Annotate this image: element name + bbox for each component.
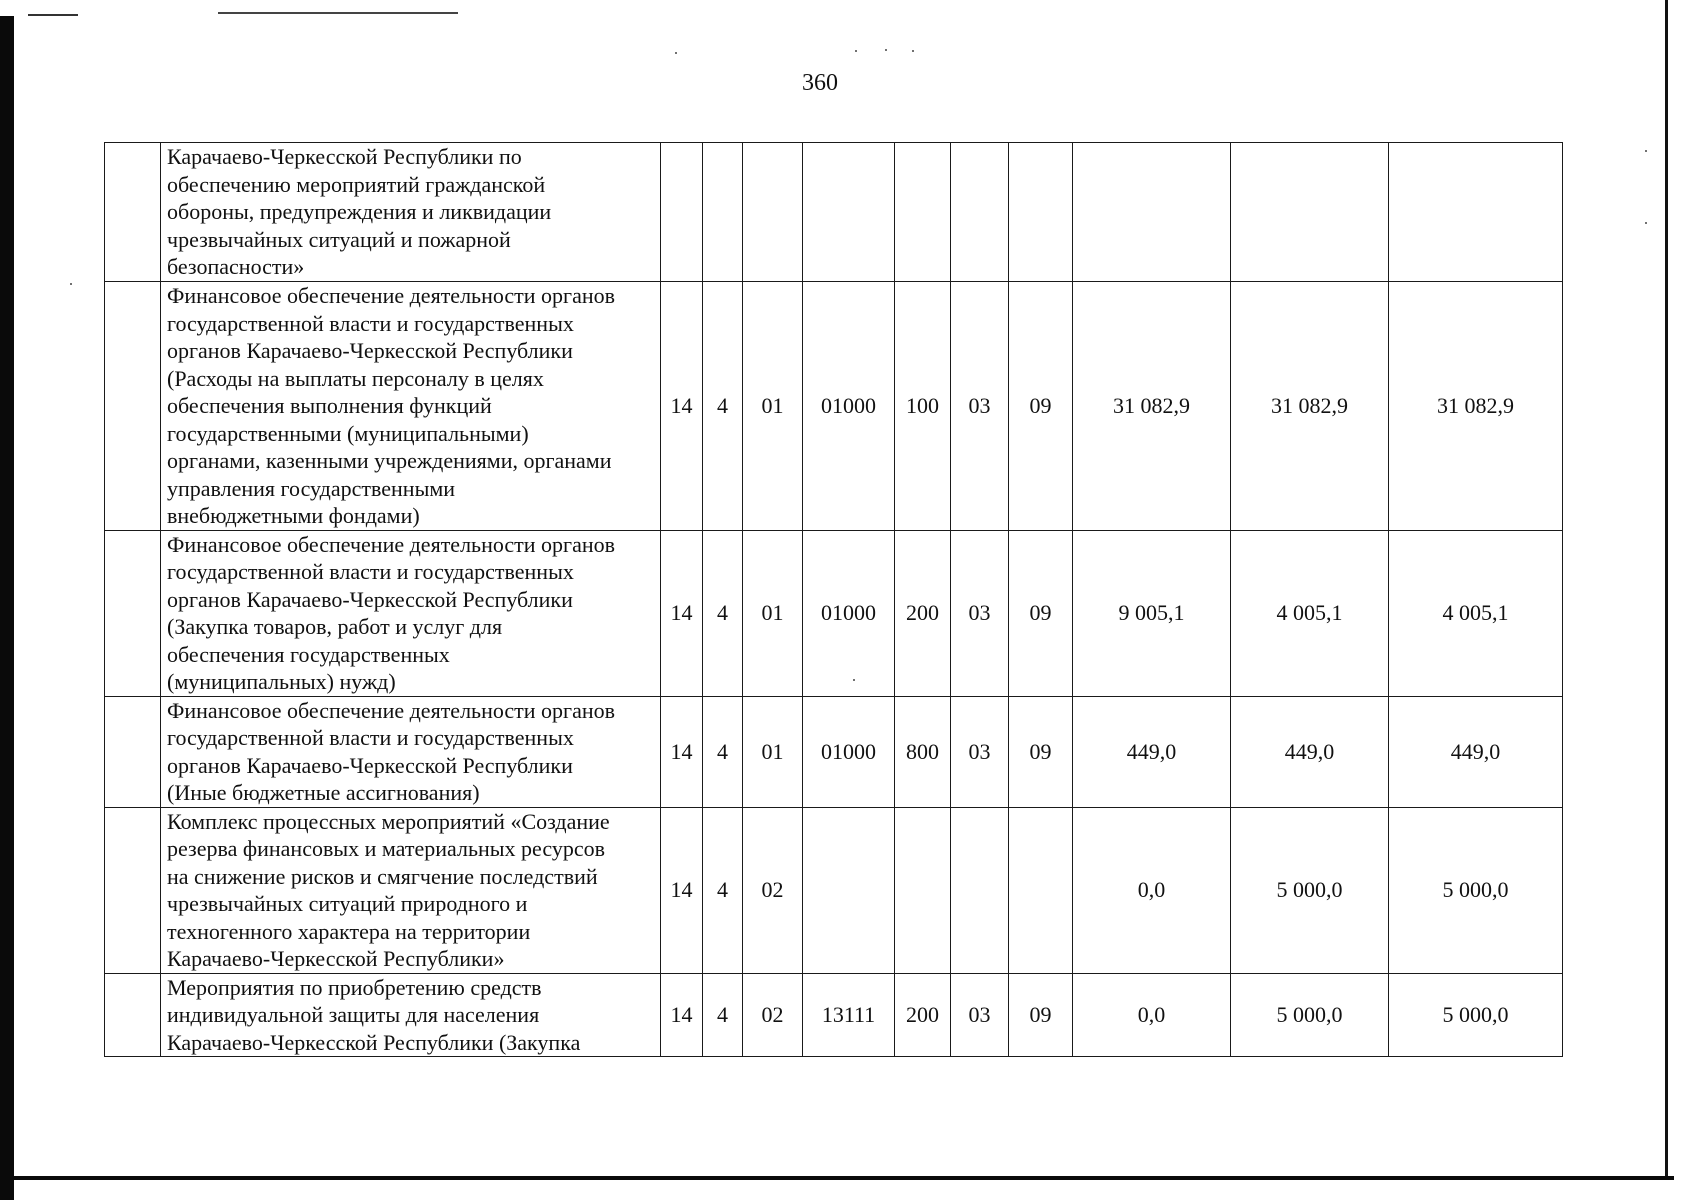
- cell-c5: 200: [895, 973, 951, 1057]
- cell-c7: [1009, 807, 1073, 973]
- cell-c5: [895, 143, 951, 282]
- item-name-line: обеспечения выполнения функций: [167, 393, 492, 418]
- scan-speck: [912, 50, 914, 52]
- item-name-line: органов Карачаево-Черкесской Республики: [167, 586, 573, 612]
- cell-c3: 02: [743, 973, 803, 1057]
- cell-c2: 4: [703, 807, 743, 973]
- cell-v3: 5 000,0: [1389, 807, 1563, 973]
- item-name-line: Карачаево-Черкесской Республики»: [167, 946, 505, 971]
- table-row: [105, 807, 1563, 973]
- cell-c2: 4: [703, 973, 743, 1057]
- item-name-line: индивидуальной защиты для населения: [167, 1002, 540, 1027]
- cell-c3: 01: [743, 282, 803, 531]
- cell-v1: 31 082,9: [1073, 282, 1231, 531]
- scan-speck: [885, 49, 887, 51]
- cell-c1: 14: [661, 696, 703, 807]
- item-name-line: чрезвычайных ситуаций и пожарной: [167, 226, 511, 252]
- cell-c7: 09: [1009, 530, 1073, 696]
- cell-c5: 200: [895, 530, 951, 696]
- row-number-cell: [105, 530, 161, 696]
- cell-c7: 09: [1009, 696, 1073, 807]
- cell-c6: [951, 807, 1009, 973]
- cell-c5: 100: [895, 282, 951, 531]
- item-name-cell: [161, 282, 661, 531]
- item-name-line: (муниципальных) нужд): [167, 669, 396, 694]
- item-name-line: техногенного характера на территории: [167, 918, 531, 944]
- row-number-cell: [105, 696, 161, 807]
- cell-c3: 02: [743, 807, 803, 973]
- item-name-line: Финансовое обеспечение деятельности органов: [167, 531, 616, 557]
- table-row: [105, 143, 1563, 282]
- cell-c1: 14: [661, 973, 703, 1057]
- scan-artifact-line: [218, 12, 458, 14]
- scan-speck: [1645, 222, 1647, 224]
- cell-c6: 03: [951, 973, 1009, 1057]
- item-name-line: государственной власти и государственных: [167, 725, 574, 750]
- item-name-line: (Иные бюджетные ассигнования): [167, 780, 480, 805]
- cell-c5: [895, 807, 951, 973]
- cell-c2: [703, 143, 743, 282]
- cell-c2: 4: [703, 282, 743, 531]
- table-row: [105, 530, 1563, 696]
- table-row: [105, 282, 1563, 531]
- cell-c2: 4: [703, 696, 743, 807]
- scan-speck: [70, 283, 72, 285]
- cell-v3: 449,0: [1389, 696, 1563, 807]
- cell-c5: 800: [895, 696, 951, 807]
- scan-speck: [1645, 150, 1647, 152]
- scan-speck: [855, 50, 857, 52]
- cell-c4: [803, 143, 895, 282]
- cell-c6: [951, 143, 1009, 282]
- scan-edge-right: [1665, 0, 1668, 1180]
- item-name-line: Карачаево-Черкесской Республики по: [167, 144, 522, 169]
- cell-v3: 5 000,0: [1389, 973, 1563, 1057]
- item-name-line: государственной власти и государственных: [167, 559, 574, 584]
- item-name-line: органов Карачаево-Черкесской Республики: [167, 752, 573, 778]
- item-name-line: обеспечению мероприятий гражданской: [167, 171, 546, 197]
- item-name-line: Финансовое обеспечение деятельности органов: [167, 697, 616, 723]
- cell-c4: 01000: [803, 530, 895, 696]
- cell-v3: 31 082,9: [1389, 282, 1563, 531]
- cell-v2: 31 082,9: [1231, 282, 1389, 531]
- item-name-line: Финансовое обеспечение деятельности органов: [167, 283, 616, 308]
- item-name-line: внебюджетными фондами): [167, 503, 420, 528]
- item-name-line: обеспечения государственных: [167, 641, 450, 667]
- cell-c3: 01: [743, 530, 803, 696]
- cell-c3: 01: [743, 696, 803, 807]
- cell-c4: 01000: [803, 282, 895, 531]
- cell-c6: 03: [951, 530, 1009, 696]
- item-name-line: (Закупка товаров, работ и услуг для: [167, 614, 503, 639]
- item-name-line: государственными (муниципальными): [167, 420, 529, 446]
- row-number-cell: [105, 807, 161, 973]
- item-name-line: чрезвычайных ситуаций природного и: [167, 891, 528, 916]
- cell-c1: [661, 143, 703, 282]
- cell-c7: [1009, 143, 1073, 282]
- cell-c7: 09: [1009, 282, 1073, 531]
- item-name-line: обороны, предупреждения и ликвидации: [167, 199, 552, 224]
- scan-speck: [675, 52, 677, 54]
- item-name-line: безопасности»: [167, 254, 305, 279]
- page-number: 360: [802, 70, 838, 96]
- item-name-line: органов Карачаево-Черкесской Республики: [167, 338, 573, 363]
- item-name-cell: [161, 530, 661, 696]
- row-number-cell: [105, 282, 161, 531]
- cell-c4: 01000: [803, 696, 895, 807]
- item-name-line: органами, казенными учреждениями, органами: [167, 448, 612, 473]
- item-name-cell: [161, 807, 661, 973]
- item-name-line: государственной власти и государственных: [167, 310, 574, 336]
- cell-v1: 0,0: [1073, 807, 1231, 973]
- cell-c3: [743, 143, 803, 282]
- cell-v1: [1073, 143, 1231, 282]
- item-name-line: Комплекс процессных мероприятий «Создание: [167, 808, 610, 834]
- cell-v2: 4 005,1: [1231, 530, 1389, 696]
- row-number-cell: [105, 973, 161, 1057]
- item-name-line: управления государственными: [167, 475, 456, 501]
- cell-c4: [803, 807, 895, 973]
- cell-c2: 4: [703, 530, 743, 696]
- item-name-line: на снижение рисков и смягчение последствий: [167, 863, 598, 889]
- cell-c1: 14: [661, 807, 703, 973]
- cell-v2: 449,0: [1231, 696, 1389, 807]
- cell-v1: 449,0: [1073, 696, 1231, 807]
- cell-v3: [1389, 143, 1563, 282]
- scan-edge-bottom: [14, 1176, 1674, 1180]
- cell-v2: [1231, 143, 1389, 282]
- cell-c4: 13111: [803, 973, 895, 1057]
- item-name-cell: [161, 696, 661, 807]
- cell-v1: 9 005,1: [1073, 530, 1231, 696]
- budget-table: [104, 142, 1563, 1057]
- cell-c1: 14: [661, 282, 703, 531]
- scan-artifact-line: [28, 14, 78, 16]
- cell-c6: 03: [951, 282, 1009, 531]
- table-row: [105, 973, 1563, 1057]
- item-name-line: Мероприятия по приобретению средств: [167, 974, 542, 1000]
- item-name-line: (Расходы на выплаты персоналу в целях: [167, 365, 544, 391]
- item-name-cell: [161, 973, 661, 1057]
- cell-c7: 09: [1009, 973, 1073, 1057]
- cell-c6: 03: [951, 696, 1009, 807]
- row-number-cell: [105, 143, 161, 282]
- cell-v3: 4 005,1: [1389, 530, 1563, 696]
- table-row: [105, 696, 1563, 807]
- item-name-line: Карачаево-Черкесской Республики (Закупка: [167, 1029, 581, 1055]
- cell-v2: 5 000,0: [1231, 807, 1389, 973]
- scan-edge-left: [0, 16, 14, 1200]
- cell-v2: 5 000,0: [1231, 973, 1389, 1057]
- item-name-cell: [161, 143, 661, 282]
- item-name-line: резерва финансовых и материальных ресурсов: [167, 836, 605, 861]
- cell-v1: 0,0: [1073, 973, 1231, 1057]
- cell-c1: 14: [661, 530, 703, 696]
